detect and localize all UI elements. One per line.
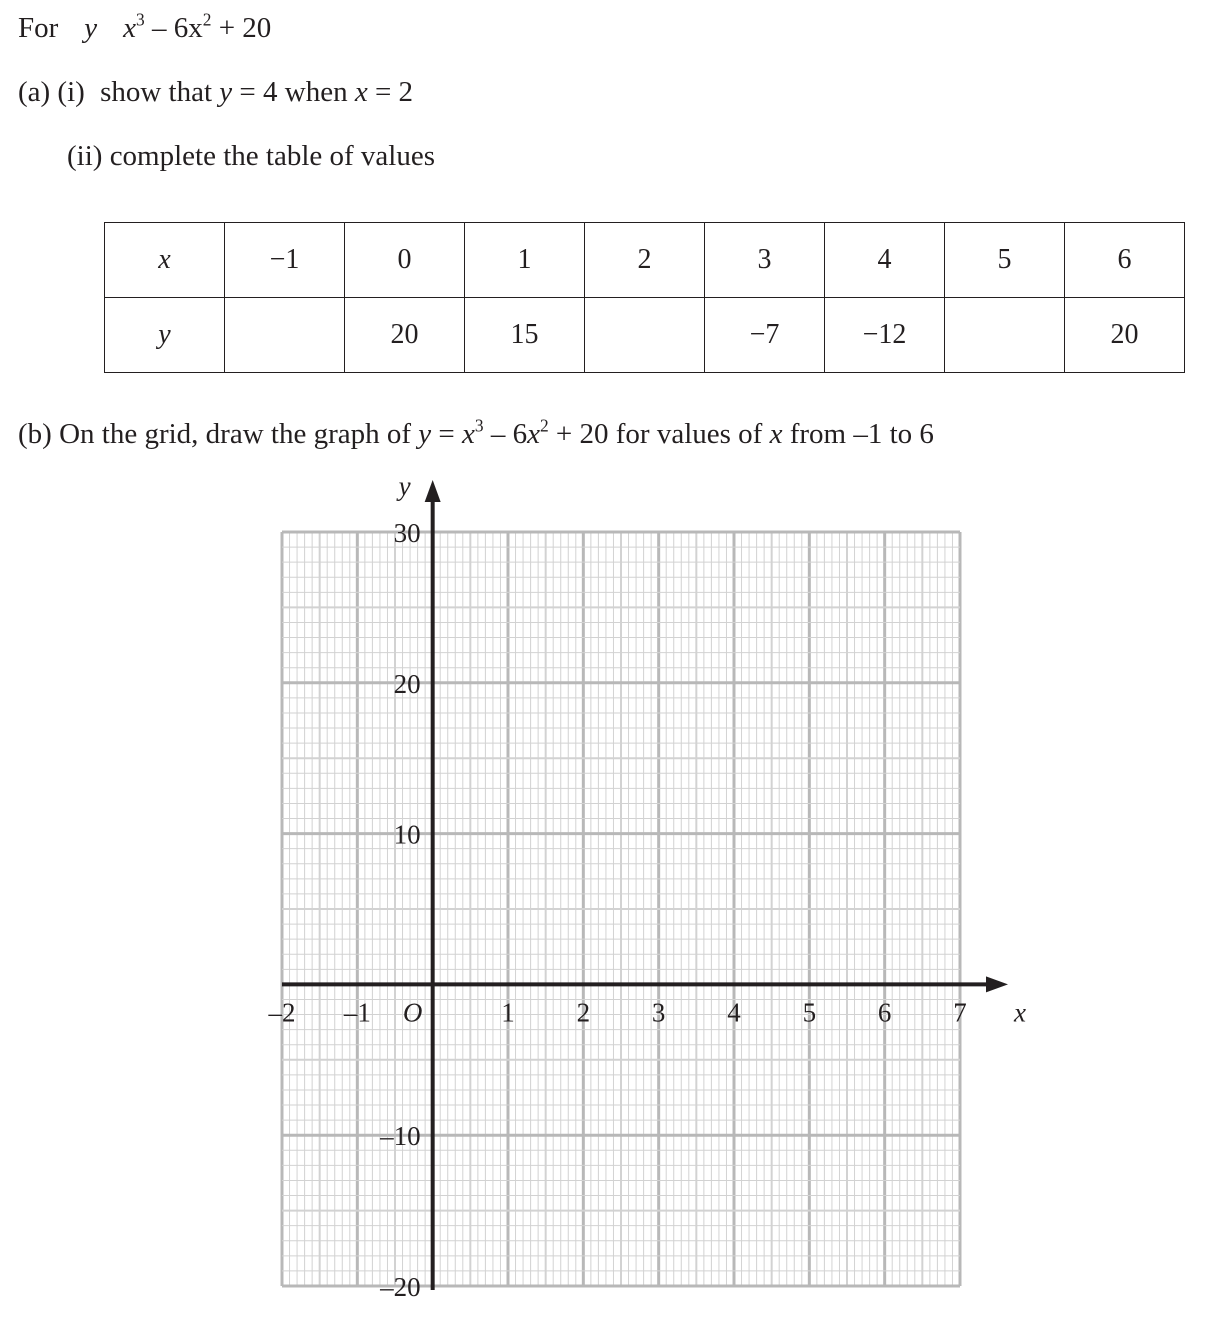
x-axis-label: x xyxy=(1014,997,1026,1028)
table-header-x: x xyxy=(105,223,225,298)
part-a-i-text-c: = 2 xyxy=(367,76,414,108)
table-cell-x: 4 xyxy=(825,223,945,298)
x-tick-label: 7 xyxy=(953,997,967,1028)
part-b-var-x: x xyxy=(462,418,475,450)
x-axis-arrow-icon xyxy=(986,976,1008,992)
part-b-term: – 6 xyxy=(483,418,528,450)
table-cell-x: 3 xyxy=(705,223,825,298)
x-tick-label: 4 xyxy=(727,997,741,1028)
y-tick-label: 10 xyxy=(393,819,421,850)
y-axis-label: y xyxy=(398,471,411,501)
intro-var-y: y xyxy=(84,12,98,44)
part-b-var-y: y xyxy=(418,418,432,450)
axes xyxy=(282,480,1008,1290)
intro-exp-2: 2 xyxy=(202,9,212,30)
part-b-exp-3: 3 xyxy=(474,415,484,436)
x-tick-label: 5 xyxy=(802,997,817,1028)
part-a-ii-text: complete the table of values xyxy=(109,140,436,172)
part-b-equals: = xyxy=(431,418,462,450)
table-cell-x: 6 xyxy=(1065,223,1185,298)
x-tick-label: 2 xyxy=(576,997,591,1028)
part-a-i-var-x: x xyxy=(354,76,368,108)
table-cell-y: 20 xyxy=(345,298,465,373)
part-a-i-var-y: y xyxy=(219,76,233,108)
part-b-text-e: from –1 to 6 xyxy=(782,418,934,450)
y-tick-label: –20 xyxy=(380,1272,421,1302)
part-b-label: (b) xyxy=(18,418,52,450)
table-cell-x: 2 xyxy=(585,223,705,298)
part-a-i-text: show that xyxy=(100,76,220,108)
x-tick-label: 1 xyxy=(501,997,515,1028)
table-cell-y: 15 xyxy=(465,298,585,373)
table-cell-y: −7 xyxy=(705,298,825,373)
tick-labels xyxy=(268,471,1027,1302)
table-cell-x: 0 xyxy=(345,223,465,298)
table-header-y: y xyxy=(105,298,225,373)
table-cell-x: 1 xyxy=(465,223,585,298)
intro-prefix: For xyxy=(18,12,59,44)
part-b-exp-2: 2 xyxy=(539,415,549,436)
intro-x: x xyxy=(123,12,137,44)
table-cell-x: −1 xyxy=(225,223,345,298)
part-a-i-text-b: = 4 when xyxy=(232,76,355,108)
table-cell-x: 5 xyxy=(945,223,1065,298)
part-b-text-d: + 20 for values of xyxy=(548,418,770,450)
x-tick-label: 3 xyxy=(651,997,666,1028)
y-tick-label: –10 xyxy=(380,1121,421,1152)
y-tick-label: 30 xyxy=(393,518,421,548)
x-tick-label: –2 xyxy=(268,997,296,1028)
x-tick-label: O xyxy=(402,997,423,1028)
part-a-i-label: (a) (i) xyxy=(18,76,85,108)
y-tick-label: 20 xyxy=(393,668,421,699)
part-b-var-x3: x xyxy=(769,418,783,450)
y-axis-arrow-icon xyxy=(425,480,441,502)
x-tick-label: 6 xyxy=(877,997,892,1028)
grid-lines xyxy=(282,532,960,1286)
intro-exp-3: 3 xyxy=(136,9,145,30)
part-a-ii-label: (ii) xyxy=(67,140,103,172)
part-b-text: On the grid, draw the graph of xyxy=(59,418,419,450)
x-tick-label: –1 xyxy=(343,997,371,1028)
intro-term-c: + 20 xyxy=(211,12,272,44)
table-cell-y: −12 xyxy=(825,298,945,373)
intro-term-b: – 6x xyxy=(144,12,203,44)
table-cell-y: 20 xyxy=(1065,298,1185,373)
part-b-var-x2: x xyxy=(527,418,540,450)
